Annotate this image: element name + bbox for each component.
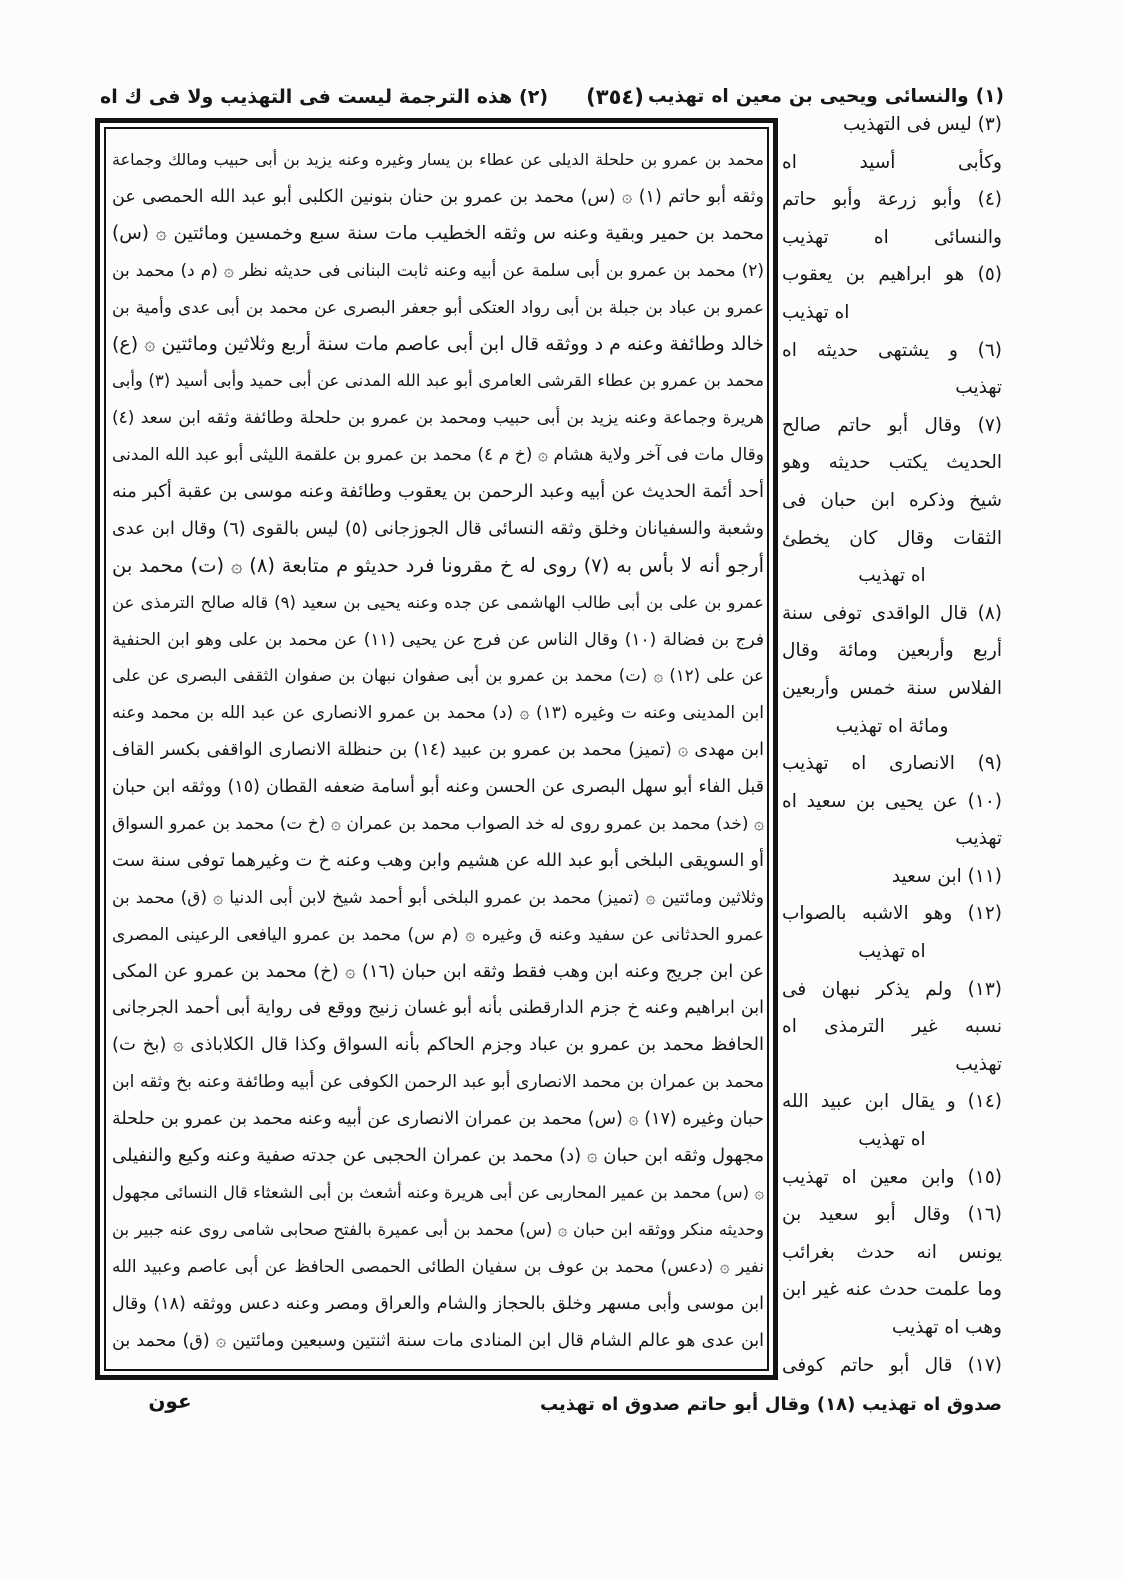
main-text-line: قبل الفاء أبو سهل البصرى عن الحسن وعنه أبو أسامة ضعفه القطان (١٥) ووثقه ابن حبان [112,777,764,798]
margin-note-line: (١٢) وهو الاشبه بالصواب [782,903,1002,925]
margin-note-line: الحديث يكتب حديثه وهو [782,452,1002,474]
main-text-line: محمد بن عمرو بن عطاء القرشى العامرى أبو عبد الله المدنى عن أبى حميد وأبى أسيد (٣) وأبى [112,371,764,391]
main-text-line: ابن مهدى ۞ (تميز) محمد بن عمرو بن عبيد (١٤) بن حنظلة الانصارى الواقفى بكسر القاف [112,740,764,761]
margin-note-line: ومائة اه تهذيب [835,715,949,737]
main-text-line: ۞ (س) محمد بن عمير المحاربى عن أبى هريرة وعنه أشعث بن أبى الشعثاء قال النسائى مجهول [112,1182,764,1202]
main-text-line: وحديثه منكر ووثقه ابن حبان ۞ (س) محمد بن أبى عميرة بالفتح صحابى شامى روى عنه جبير بن [112,1219,764,1239]
margin-note-line: وهب اه تهذيب [891,1317,1002,1338]
margin-note-line: (٨) قال الواقدى توفى سنة [782,602,1002,624]
margin-note-line: أربع وأربعين ومائة وقال [782,640,1002,662]
main-text-line: عمرو الحدثانى عن سفيد وعنه ق وغيره ۞ (م س) محمد بن عمرو اليافعى الرعينى المصرى [112,924,764,945]
page-number: (٣٥٤) [586,85,644,109]
main-text-line: ۞ (خد) محمد بن عمرو روى له خد الصواب محمد بن عمران ۞ (خ ت) محمد بن عمرو السواق [112,814,764,835]
margin-note-line: (٤) وأبو زرعة وأبو حاتم [782,189,1002,211]
margin-note-line: وما علمت حدث عنه غير ابن [782,1279,1002,1301]
margin-note-line: (٩) الانصارى اه تهذيب [782,753,1002,775]
main-text-line: ابن ابراهيم وعنه خ جزم الدارقطنى بأنه أبو غسان زنيج ووقع فى رواية أبى أحمد الجرجانى [112,998,764,1019]
main-text-body [112,142,764,1359]
main-text-line: هريرة وجماعة وعنه يزيد بن أبى حبيب ومحمد بن عمرو بن حلحلة وطائفة وثقه ابن سعد (٤) [112,408,764,429]
margin-note-line: (٥) هو ابراهيم بن يعقوب [782,264,1002,286]
main-text-line: عمرو بن على بن أبى طالب الهاشمى عن جده وعنه يحيى بن سعيد (٩) قاله صالح الترمذى عن [112,592,764,612]
margin-note-line: (٣) ليس فى التهذيب [843,114,1002,135]
margin-note-line: تهذيب [955,828,1002,850]
main-text-line: عن على (١٢) ۞ (ت) محمد بن عمرو بن أبى صفوان نبهان بن صفوان الثقفى البصرى عن على [112,666,764,686]
header-footnote-2: (٢) هذه الترجمة ليست فى التهذيب ولا فى ك اه [100,86,548,108]
main-text-line: (٢) محمد بن عمرو بن أبى سلمة عن أبيه وعنه ثابت البنانى فى حديثه نظر ۞ (م د) محمد بن [112,260,764,281]
header-footnote-1: (١) والنسائى ويحيى بن معين اه تهذيب [648,86,1004,107]
margin-note-line: (٦) و يشتهى حديثه اه [782,339,1002,361]
footer-footnote: صدوق اه تهذيب (١٨) وقال أبو حاتم صدوق اه تهذيب [540,1394,1002,1415]
margin-note-line: (١٠) عن يحيى بن سعيد اه [782,790,1002,812]
main-text-line: نفير ۞ (دعس) محمد بن عوف بن سفيان الطائى الحمصى الحافظ عن أبى عاصم وعبيد الله [112,1256,764,1277]
main-text-line: وقال مات فى آخر ولاية هشام ۞ (خ م ٤) محمد بن عمرو بن علقمة الليثى أبو عبد الله المدنى [112,445,764,466]
margin-note-line: اه تهذيب [858,1129,926,1151]
main-text-line: أحد أئمة الحديث عن أبيه وعبد الرحمن بن يعقوب وطائفة وعنه موسى بن عقبة أكبر منه [112,481,764,503]
main-text-line: ابن موسى وأبى مسهر وخلق بالحجاز والشام والعراق ومصر وعنه دعس ووثقه (١٨) وقال [112,1293,764,1314]
margin-note-line: شيخ وذكره ابن حبان فى [782,489,1002,511]
margin-note-line: (١٥) وابن معين اه تهذيب [782,1166,1002,1188]
margin-note-line: والنسائى اه تهذيب [782,226,1002,248]
main-text-line: ابن المدينى وعنه ت وغيره (١٣) ۞ (د) محمد بن عمرو الانصارى عن عبد الله بن محمد وعنه [112,703,764,724]
main-text-line: عن ابن جريج وعنه ابن وهب فقط وثقه ابن حبان (١٦) ۞ (خ) محمد بن عمرو عن المكى [112,960,764,982]
main-text-line: وثلاثين ومائتين ۞ (تميز) محمد بن عمرو البلخى أبو أحمد شيخ لابن أبى الدنيا ۞ (ق) محمد بن [112,887,764,908]
main-text-line: ابن عدى هو عالم الشام قال ابن المنادى مات سنة اثنتين وسبعين ومائتين ۞ (ق) محمد بن [112,1330,764,1351]
main-text-line: وشعبة والسفيانان وخلق وثقه النسائى قال الجوزجانى (٥) ليس بالقوى (٦) وقال ابن عدى [112,518,764,539]
margin-note-line: اه تهذيب [782,301,850,323]
printer-signature: عون [148,1389,192,1413]
margin-note-line: (١٣) ولم يذكر نبهان فى [782,978,1002,1000]
main-text-line: محمد بن عمرو بن حلحلة الديلى عن عطاء بن يسار وغيره وعنه يزيد بن أبى حبيب ومالك وجماعة [112,150,764,169]
margin-note-line: الفلاس سنة خمس وأربعين [782,677,1002,699]
main-text-line: حبان وغيره (١٧) ۞ (س) محمد بن عمران الانصارى عن أبيه وعنه محمد بن عمرو بن حلحلة [112,1109,764,1130]
main-text-line: مجهول وثقه ابن حبان ۞ (د) محمد بن عمران الحجبى عن جدته صفية وعنه وكيع والنفيلى [112,1145,764,1167]
margin-note-line: (١٧) قال أبو حاتم كوفى [782,1354,1002,1376]
main-text-line: محمد بن حمير وبقية وعنه س وثقه الخطيب مات سنة سبع وخمسين ومائتين ۞ (س) [112,222,764,244]
margin-note-line: تهذيب [955,1053,1002,1075]
margin-note-line: الثقات وقال كان يخطئ [782,527,1002,549]
main-text-line: أو السويقى البلخى أبو عبد الله عن هشيم وابن وهب وعنه خ ت وغيرهما توفى سنة ست [112,849,764,871]
margin-note-line: اه تهذيب [858,565,926,587]
main-text-line: خالد وطائفة وعنه م د ووثقه قال ابن أبى عاصم مات سنة أربع وثلاثين ومائتين ۞ (ع) [112,333,764,356]
margin-note-line: (١٦) وقال أبو سعيد بن [782,1204,1002,1226]
margin-note-line: (١١) ابن سعيد [891,865,1002,887]
main-text-line: عمرو بن عباد بن جبلة بن أبى رواد العتكى أبو جعفر البصرى عن محمد بن أبى عدى وأمية بن [112,297,764,318]
main-text-line: محمد بن عمران بن محمد الانصارى أبو عبد الرحمن الكوفى عن أبيه وطائفة وعنه بخ وثقه ابن [112,1072,764,1093]
margin-note-line: تهذيب [955,377,1002,399]
main-text-line: وثقه أبو حاتم (١) ۞ (س) محمد بن عمرو بن حنان بنونين الكلبى أبو عبد الله الحمصى عن [112,186,764,207]
margin-note-line: (٧) وقال أبو حاتم صالح [782,414,1002,436]
margin-note-line: وكأبى أسيد اه [782,151,1002,173]
main-text-line: فرج بن فضالة (١٠) وقال الناس عن فرج عن يحيى (١١) عن محمد بن على وهو ابن الحنفية [112,629,764,650]
margin-notes-column [782,106,1002,1384]
margin-note-line: اه تهذيب [858,941,926,963]
main-text-line: الحافظ محمد بن عمرو بن عباد وجزم الحاكم بأنه السواق وكذا قال الكلاباذى ۞ (بخ ت) [112,1034,764,1056]
margin-note-line: (١٤) و يقال ابن عبيد الله [782,1091,1002,1113]
margin-note-line: يونس انه حدث بغرائب [782,1241,1002,1263]
margin-note-line: نسبه غير الترمذى اه [782,1016,1002,1038]
main-text-line: أرجو أنه لا بأس به (٧) روى له خ مقرونا فرد حديثو م متابعة (٨) ۞ (ت) محمد بن [112,553,764,577]
